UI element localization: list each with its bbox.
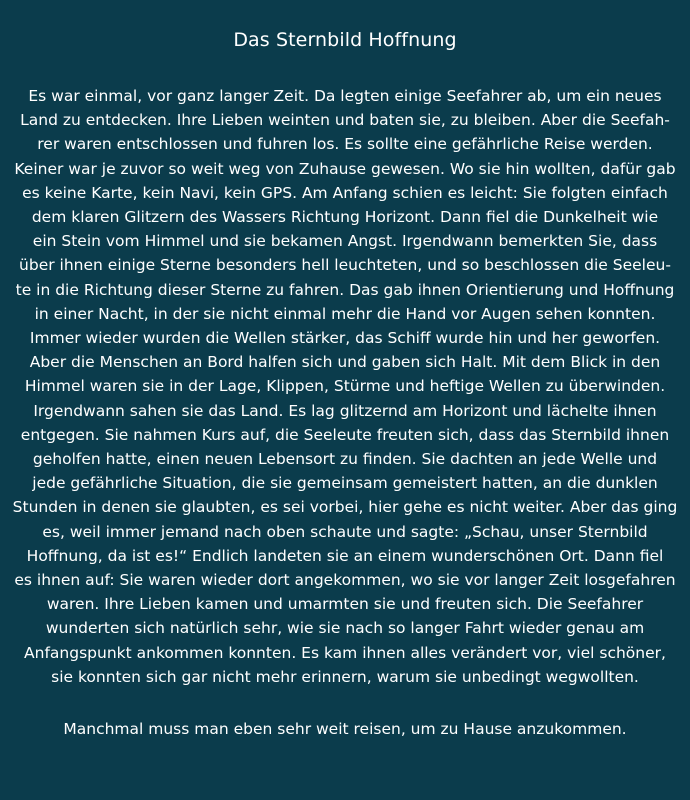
story-line: ein Stein vom Himmel und sie bekamen Angst. Irgendwann bemerkten Sie, dass [32, 232, 658, 251]
story-line: geholfen hatte, einen neuen Lebensort zu finden. Sie dachten an jede Welle und [32, 450, 658, 469]
story-line: jede gefährliche Situation, die sie gemeinsam gemeistert hatten, an die dunklen [32, 474, 658, 493]
story-line: Irgendwann sahen sie das Land. Es lag glitzernd am Horizont und lächelte ihnen [33, 401, 657, 420]
story-line: sie konnten sich gar nicht mehr erinnern, warum sie unbedingt wegwollten. [51, 667, 639, 686]
story-line: Himmel waren sie in der Lage, Klippen, Stürme und heftige Wellen zu überwinden. [24, 377, 666, 396]
story-line: es keine Karte, kein Navi, kein GPS. Am Anfang schien es leicht: Sie folgten einfach [22, 183, 668, 202]
story-line: Hoffnung, da ist es!“ Endlich landeten sie an einem wunderschönen Ort. Dann fiel [26, 546, 664, 565]
story-line: entgegen. Sie nahmen Kurs auf, die Seeleute freuten sich, dass das Sternbild ihnen [20, 425, 670, 444]
story-title: Das Sternbild Hoffnung [233, 29, 457, 51]
story-line: Immer wieder wurden die Wellen stärker, das Schiff wurde hin und her geworfen. [29, 329, 661, 348]
story-line: Stunden in denen sie glaubten, es sei vorbei, hier gehe es nicht weiter. Aber das ging [12, 498, 678, 517]
closing-sentence: Manchmal muss man eben sehr weit reisen, um zu Hause anzukommen. [63, 720, 627, 739]
story-line: te in die Richtung dieser Sterne zu fahren. Das gab ihnen Orientierung und Hoffnung [15, 280, 675, 299]
story-line: Es war einmal, vor ganz langer Zeit. Da legten einige Seefahrer ab, um ein neues [28, 87, 662, 105]
story-line: in einer Nacht, in der sie nicht einmal mehr die Hand vor Augen sehen konnten. [34, 304, 656, 323]
story-line: es ihnen auf: Sie waren wieder dort angekommen, wo sie vor langer Zeit losgefahren [14, 571, 676, 590]
story-line: waren. Ihre Lieben kamen und umarmten sie und freuten sich. Die Seefahrer [46, 595, 644, 614]
story-line: es, weil immer jemand nach oben schaute und sagte: „Schau, unser Sternbild [42, 522, 648, 541]
story-line: dem klaren Glitzern des Wassers Richtung Horizont. Dann fiel die Dunkelheit wie [31, 208, 659, 227]
story-body [12, 84, 678, 689]
story-line: Anfangspunkt ankommen konnten. Es kam ihnen alles verändert vor, viel schöner, [24, 643, 666, 662]
story-line: über ihnen einige Sterne besonders hell leuchteten, und so beschlossen die Seeleu- [19, 256, 671, 275]
story-line: Aber die Menschen an Bord halfen sich und gaben sich Halt. Mit dem Blick in den [29, 353, 661, 372]
story-line: wunderten sich natürlich sehr, wie sie nach so langer Fahrt wieder genau am [45, 619, 645, 638]
story-line: Keiner war je zuvor so weit weg von Zuhause gewesen. Wo sie hin wollten, dafür gab [14, 159, 676, 178]
story-line: Land zu entdecken. Ihre Lieben weinten und baten sie, zu bleiben. Aber die Seefah- [20, 111, 670, 130]
story-line: rer waren entschlossen und fuhren los. Es sollte eine gefährliche Reise werden. [37, 135, 653, 154]
